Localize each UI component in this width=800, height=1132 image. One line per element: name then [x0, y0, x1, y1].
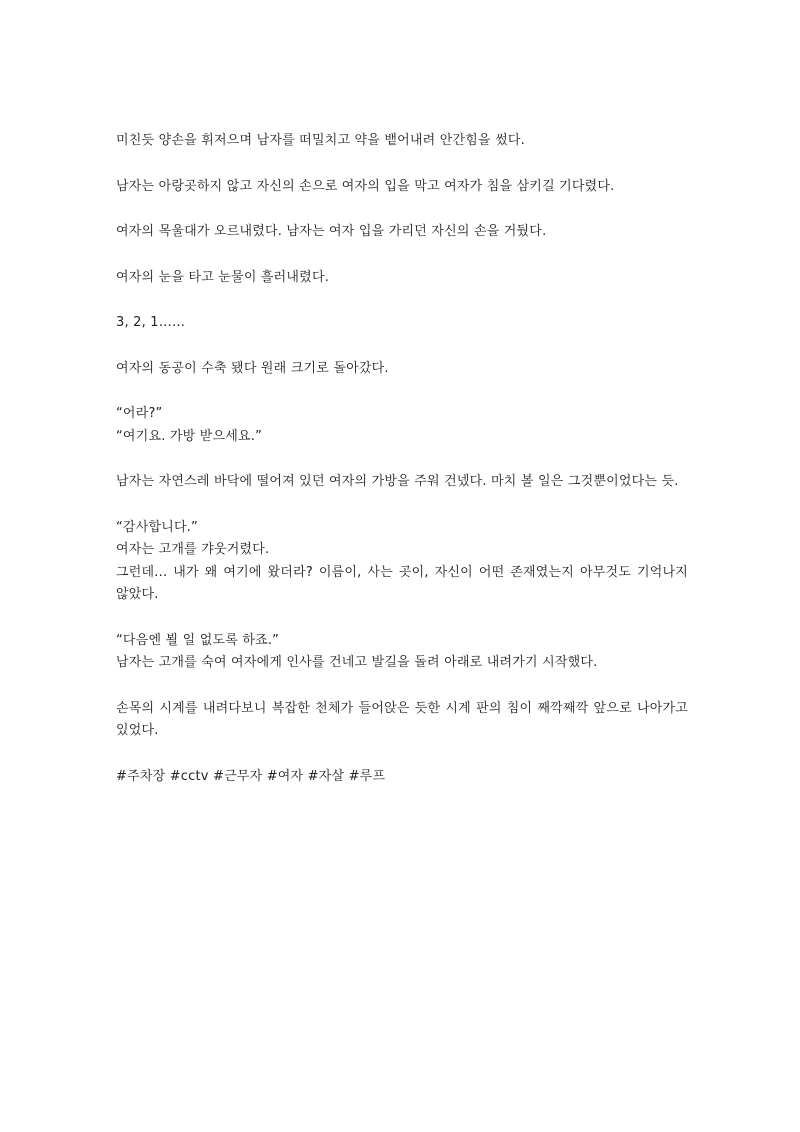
paragraph-bag: 남자는 자연스레 바닥에 떨어져 있던 여자의 가방을 주워 건넸다. 마치 볼 일은 그것뿐이었다는 듯. — [116, 474, 679, 489]
narration-line: 여자는 고개를 갸웃거렸다. — [116, 542, 270, 557]
dialog-block-2 — [116, 517, 688, 607]
dialog-line: “감사합니다.” — [116, 519, 198, 535]
narration-line: 그런데... 내가 왜 여기에 왔더라? 이름이, 사는 곳이, 자신이 어떤 존재였는지 아무것도 기억나지 않았다. — [116, 564, 688, 602]
paragraph-man-covers-mouth: 남자는 아랑곳하지 않고 자신의 손으로 여자의 입을 막고 여자가 침을 삼키길 기다렸다. — [116, 178, 615, 194]
paragraph-tears: 여자의 눈을 타고 눈물이 흘러내렸다. — [116, 269, 330, 285]
narration-line: 남자는 고개를 숙여 여자에게 인사를 건네고 발길을 돌려 아래로 내려가기 시작했다. — [116, 655, 598, 670]
dialog-block-1 — [116, 403, 688, 448]
paragraph-struggle: 미친듯 양손을 휘저으며 남자를 떠밀치고 약을 뱉어내려 안간힘을 썼다. — [116, 133, 525, 148]
paragraph-pupil: 여자의 동공이 수축 됐다 원래 크기로 돌아갔다. — [116, 360, 389, 376]
paragraph-watch: 손목의 시계를 내려다보니 복잡한 천체가 들어앉은 듯한 시계 판의 침이 째깍째깍 앞으로 나아가고 있었다. — [116, 700, 688, 738]
paragraph-countdown: 3, 2, 1…… — [116, 315, 186, 330]
dialog-line: “여기요. 가방 받으세요.” — [116, 428, 263, 444]
dialog-block-3 — [116, 630, 688, 675]
dialog-line: “다음엔 뵐 일 없도록 하죠.” — [116, 632, 280, 648]
paragraph-throat: 여자의 목울대가 오르내렸다. 남자는 여자 입을 가리던 자신의 손을 거뒀다. — [116, 224, 547, 239]
hashtags: #주차장 #cctv #근무자 #여자 #자살 #루프 — [116, 768, 386, 784]
document-page — [116, 130, 688, 788]
dialog-line: “어라?” — [116, 406, 163, 421]
